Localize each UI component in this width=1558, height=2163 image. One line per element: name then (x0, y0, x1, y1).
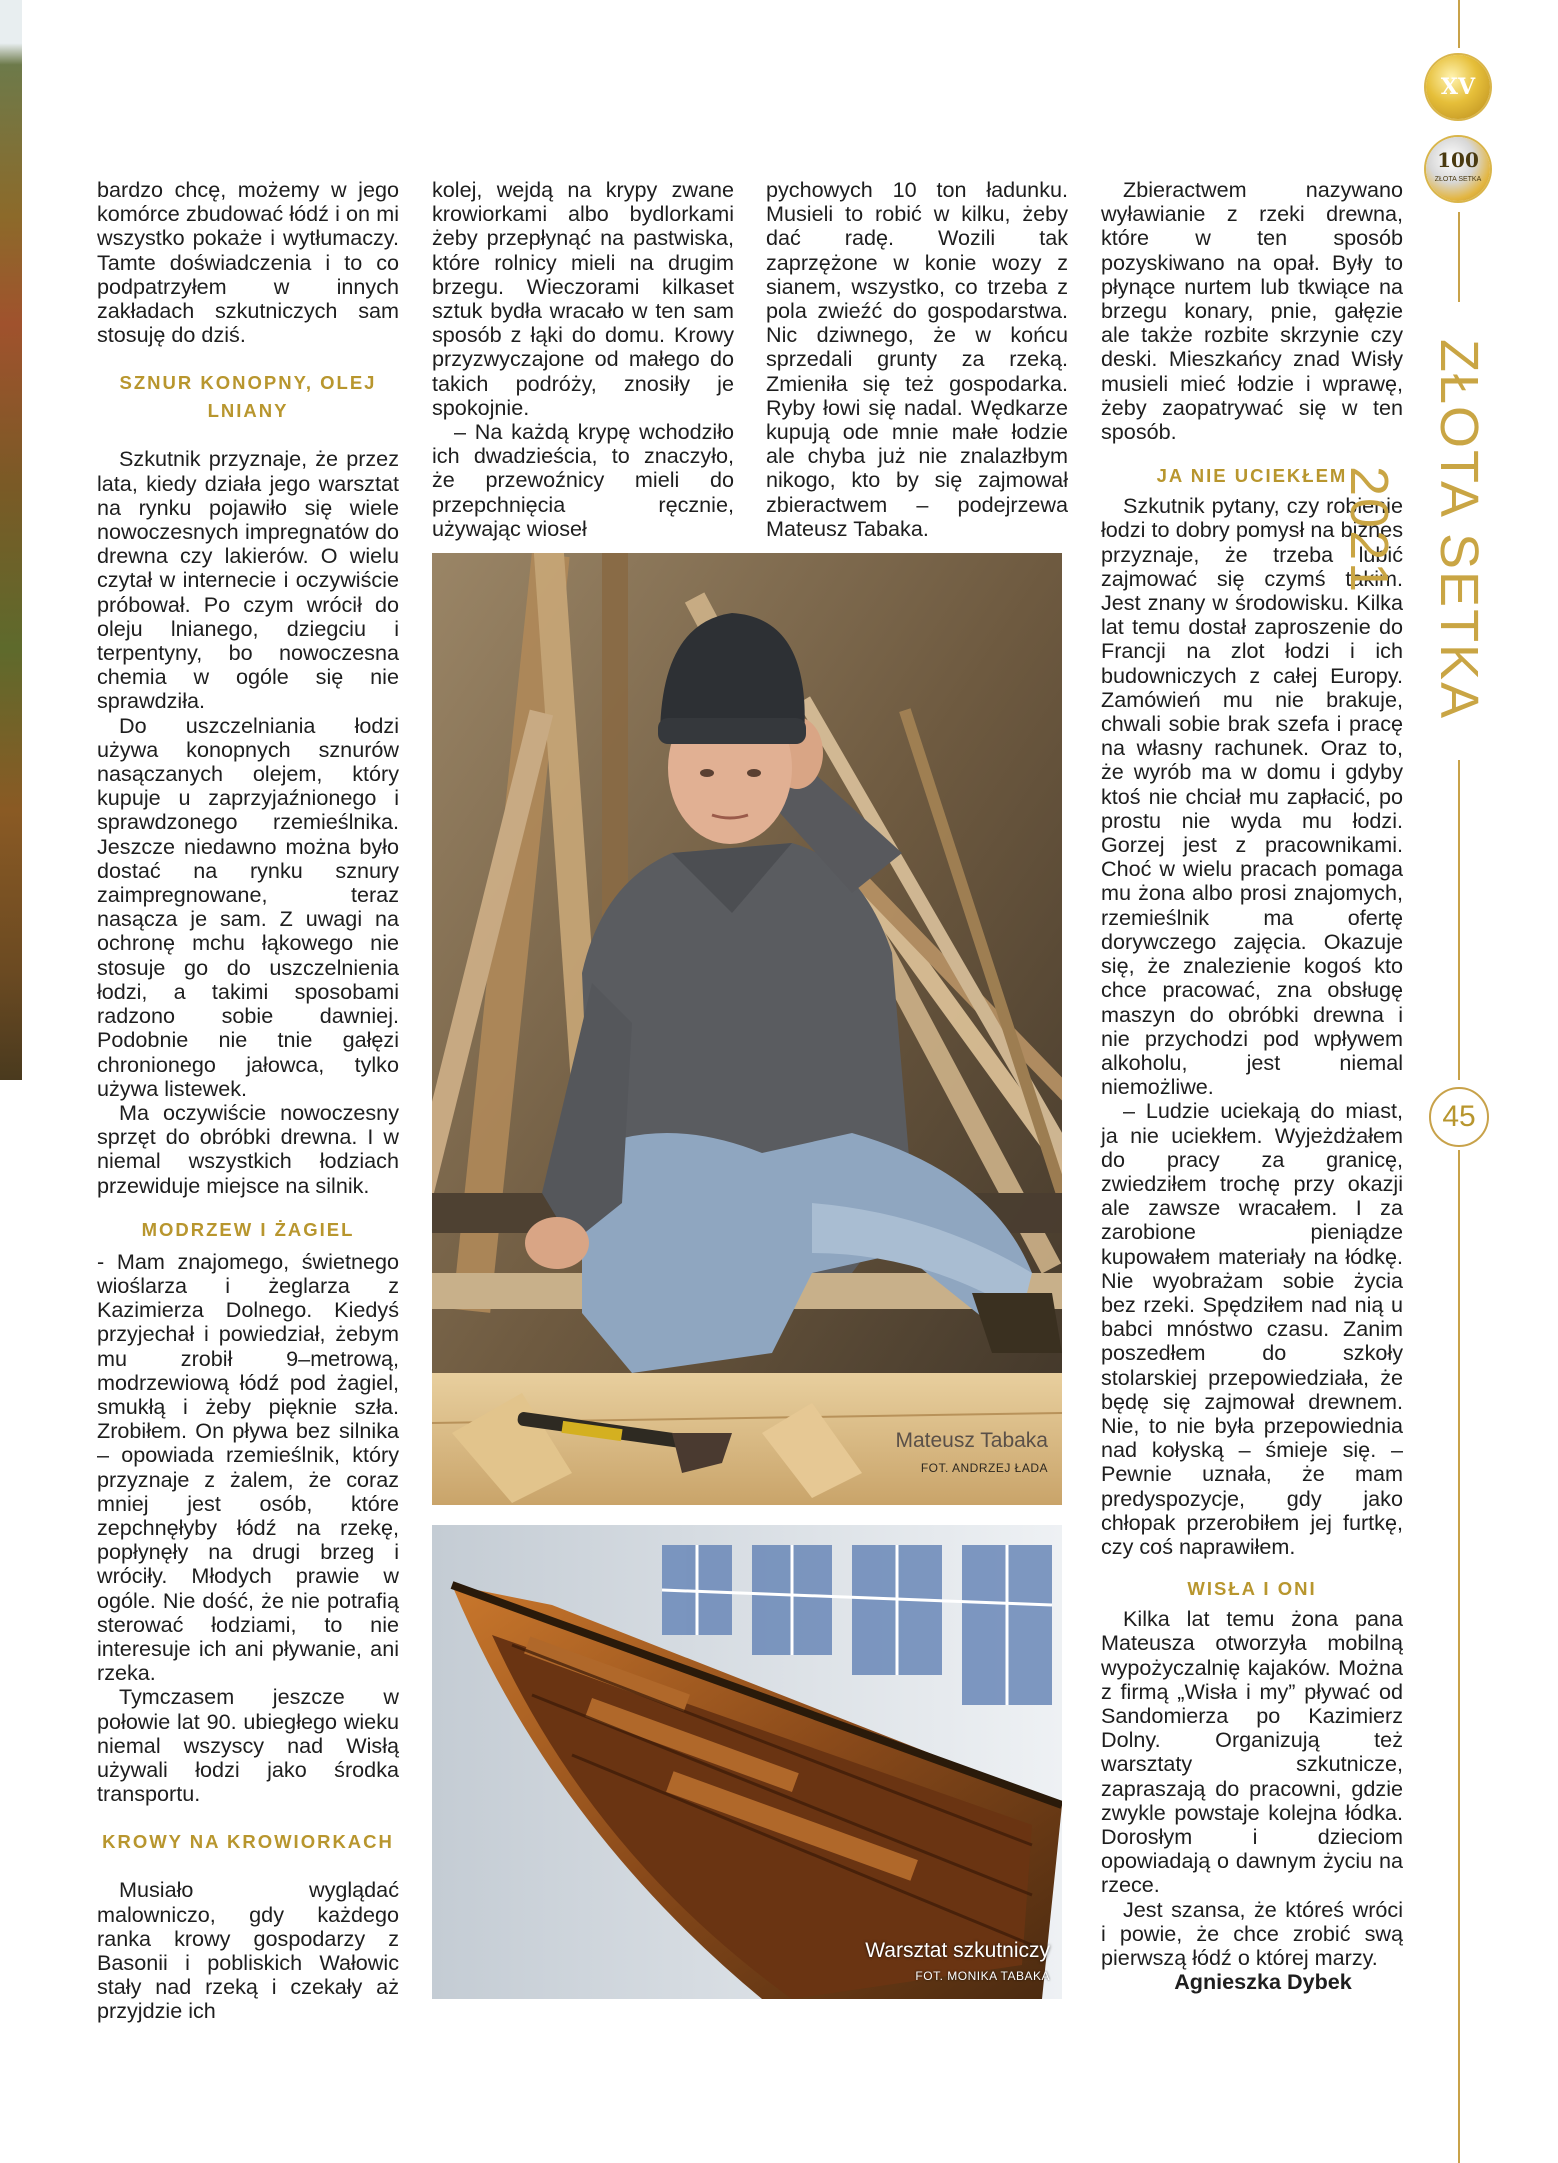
author-byline: Agnieszka Dybek (1174, 1969, 1352, 1995)
medal-100-sub-label: ZŁOTA SETKA (1434, 176, 1482, 183)
paragraph: Jest szansa, że któreś wróci i powie, że chce zrobić swą pierwszą łódź o której marzy. (1101, 1896, 1403, 1971)
paragraph: Ma oczywiście nowoczesny sprzęt do obróbki drewna. I w niemal wszystkich łodziach przewiduje miejsce na silnik. (97, 1099, 399, 1198)
section-heading: SZNUR KONOPNY, OLEJ LNIANY (119, 372, 377, 422)
paragraph: Musiało wyglądać malowniczo, gdy każdego ranka krowy gospodarzy z Basonii i pobliskich Wałowic stały nad rzeką i czekały aż przyjdzie ich (97, 1877, 399, 2024)
medal-100-label: 100 (1437, 148, 1479, 172)
sidebar-line (1458, 1150, 1460, 2163)
section-heading: MODRZEW I ŻAGIEL (141, 1218, 355, 1240)
paragraph: Kilka lat temu żona pana Mateusza otworzyła mobilną wypożyczalnię kajaków. Można z firmą „Wisła i my” pływać od Sandomierza po Kazimierz Dolny. Organizują też warsztaty szkutnicze, zapraszają do pracowni, gdzie zwykle powstaje kolejna łódka. Dorosłym i dzieciom opowiadają o dawnym życiu na rzece. (1101, 1606, 1403, 1898)
photo-credit: FOT. ANDRZEJ ŁADA (920, 1461, 1048, 1475)
section-heading: WISŁA I ONI (1187, 1578, 1317, 1600)
left-edge-photo-strip (0, 0, 22, 1080)
paragraph: Szkutnik pytany, czy robienie łodzi to dobry pomysł na biznes przyznaje, że trzeba lubić zajmować się czymś takim. Jest znany w środowisku. Kilka lat temu dostał zaproszenie do Francji na zlot łodzi i ich budowniczych z całej Europy. Zamówień mu nie brakuje, chwali sobie brak szefa i pracę na własny rachunek. Oraz to, że wyrób ma w domu i gdyby ktoś nie chciał mu zapłacić, po prostu nie wyda mu łodzi. Gorzej jest z pracownikami. Choć w wielu pracach pomaga mu żona albo prosi znajomych, rzemieślnik ma ofertę dorywczego zajęcia. Okazuje się, że znalezienie kogoś kto chce pracować, zna obsługę maszyn do obróbki drewna i nie przychodzi pod wpływem alkoholu, jest niemal niemożliwe. (1101, 493, 1403, 1100)
photo-caption: Warsztat szkutniczy (865, 1939, 1050, 1962)
paragraph: bardzo chcę, możemy w jego komórce zbudować łódź i on mi wszystko pokaże i wytłumaczy. Tamte doświadczenia i to co podpatrzyłem w innych zakładach szkutniczych sam stosuję do dziś. (97, 177, 399, 348)
100-medal-icon (1426, 137, 1490, 201)
paragraph: Tymczasem jeszcze w połowie lat 90. ubiegłego wieku niemal wszyscy nad Wisłą używali łodzi jako środka transportu. (97, 1684, 399, 1807)
text-column-3 (766, 178, 1068, 541)
paragraph: – Ludzie uciekają do miast, ja nie uciekłem. Wyjeżdżałem do pracy za granicę, zwiedziłem trochę przy okazji ale zawsze wracałem. I za zarobione pieniądze kupowałem materiały na łódkę. Nie wyobrażam sobie życia bez rzeki. Spędziłem nad nią u babci mnóstwo czasu. Zanim poszedłem do szkoły stolarskiej przepowiedziała, że będę się zajmował drewnem. Nie, to nie była przepowiednia nad kołyską – śmieje się. – Pewnie uznała, że mam predyspozycje, gdy jako chłopak przerobiłem jej furtkę, czy coś naprawiłem. (1101, 1098, 1403, 1559)
text-column-2 (432, 178, 734, 541)
portrait-illustration (432, 553, 1062, 1505)
text-column-4 (1101, 178, 1403, 1994)
section-heading: JA NIE UCIEKŁEM (1156, 465, 1348, 487)
photo-caption: Mateusz Tabaka (895, 1429, 1048, 1452)
paragraph: – Na każdą krypę wchodziło ich dwadzieścia, to znaczyło, że przewoźnicy mieli do przepchnięcia ręcznie, używając wioseł (432, 419, 734, 541)
paragraph: pychowych 10 ton ładunku. Musieli to robić w kilku, żeby dać radę. Wozili tak zaprzężone w konie wozy z sianem, wszystko, co trzeba z pola zwieźć do gospodarstwa. Nic dziwnego, że w końcu sprzedali grunty za rzeką. Zmieniła się też gospodarka. Ryby łowi się nadal. Wędkarze kupują ode mnie małe łodzie ale chyba już nie znalazłbym nikogo, kto by się zajmował zbieractwem – podejrzewa Mateusz Tabaka. (766, 177, 1068, 541)
paragraph: Szkutnik przyznaje, że przez lata, kiedy działa jego warsztat na rynku pojawiło się wiele nowoczesnych impregnatów do drewna czy lakierów. O wielu czytał w internecie i oczywiście próbował. Po czym wrócił do oleju lnianego, dziegciu i terpentyny, bo nowoczesna chemia w ogóle się nie sprawdziła. (97, 446, 399, 714)
sidebar-title: ZŁOTA SETKA 2021 (1339, 339, 1489, 721)
medal-xv-label: XV (1440, 74, 1476, 100)
paragraph: Zbieractwem nazywano wyławianie z rzeki drewna, które w ten sposób pozyskiwano na opał. Były to płynące nurtem lub tkwiące na brzegu konary, pnie, gałęzie ale także rozbite skrzynie czy deski. Mieszkańcy znad Wisły musieli mieć łodzie i wprawę, żeby zaopatrywać się w ten sposób. (1101, 177, 1403, 445)
paragraph: - Mam znajomego, świetnego wioślarza i żeglarza z Kazimierza Dolnego. Kiedyś przyjechał i powiedział, żebym mu zrobił 9–metrową, modrzewiową łódź pod żagiel, smukłą i żeby pięknie szła. Zrobiłem. On pływa bez silnika – opowiada rzemieślnik, który przyznaje z żalem, że coraz mniej jest osób, które zepchnęłyby łódź na rzekę, popłynęły na drugi brzeg i wróciły. Młodych prawie w ogóle. Nie dość, że nie potrafią sterować łodziami, to nie interesuje ich ani pływanie, ani rzeka. (97, 1248, 399, 1686)
boat-photo (432, 1525, 1062, 1999)
paragraph: kolej, wejdą na krypy zwane krowiorkami albo bydlorkami żeby przepłynąć na pastwiska, które rolnicy mieli na drugim brzegu. Wieczorami kilkaset sztuk bydła wracało w ten sam sposób z łąki do domu. Krowy przyzwyczajone od małego do takich podróży, znosiły je spokojnie. (432, 177, 734, 420)
page-number: 45 (1429, 1087, 1489, 1147)
xv-medal-icon (1426, 55, 1490, 119)
photo-credit: FOT. MONIKA TABAKA (915, 1969, 1050, 1983)
sidebar-line (1458, 760, 1460, 1080)
sidebar-line (1458, 0, 1460, 48)
text-column-1 (97, 178, 399, 2024)
portrait-photo (432, 553, 1062, 1505)
boat-illustration (432, 1525, 1062, 1999)
sidebar-line (1458, 212, 1460, 302)
paragraph: Do uszczelniania łodzi używa konopnych sznurów nasączanych olejem, który kupuje u zaprzyjaźnionego i sprawdzonego rzemieślnika. Jeszcze niedawno można było dostać na rynku sznury zaimpregnowane, teraz nasącza je sam. Z uwagi na ochronę mchu łąkowego nie stosuje go do uszczelnienia łodzi, a takimi sposobami radzono sobie dawniej. Podobnie nie tnie gałęzi chronionego jałowca, tylko używa listewek. (97, 712, 399, 1101)
section-heading: KROWY NA KROWIORKACH (102, 1831, 394, 1853)
